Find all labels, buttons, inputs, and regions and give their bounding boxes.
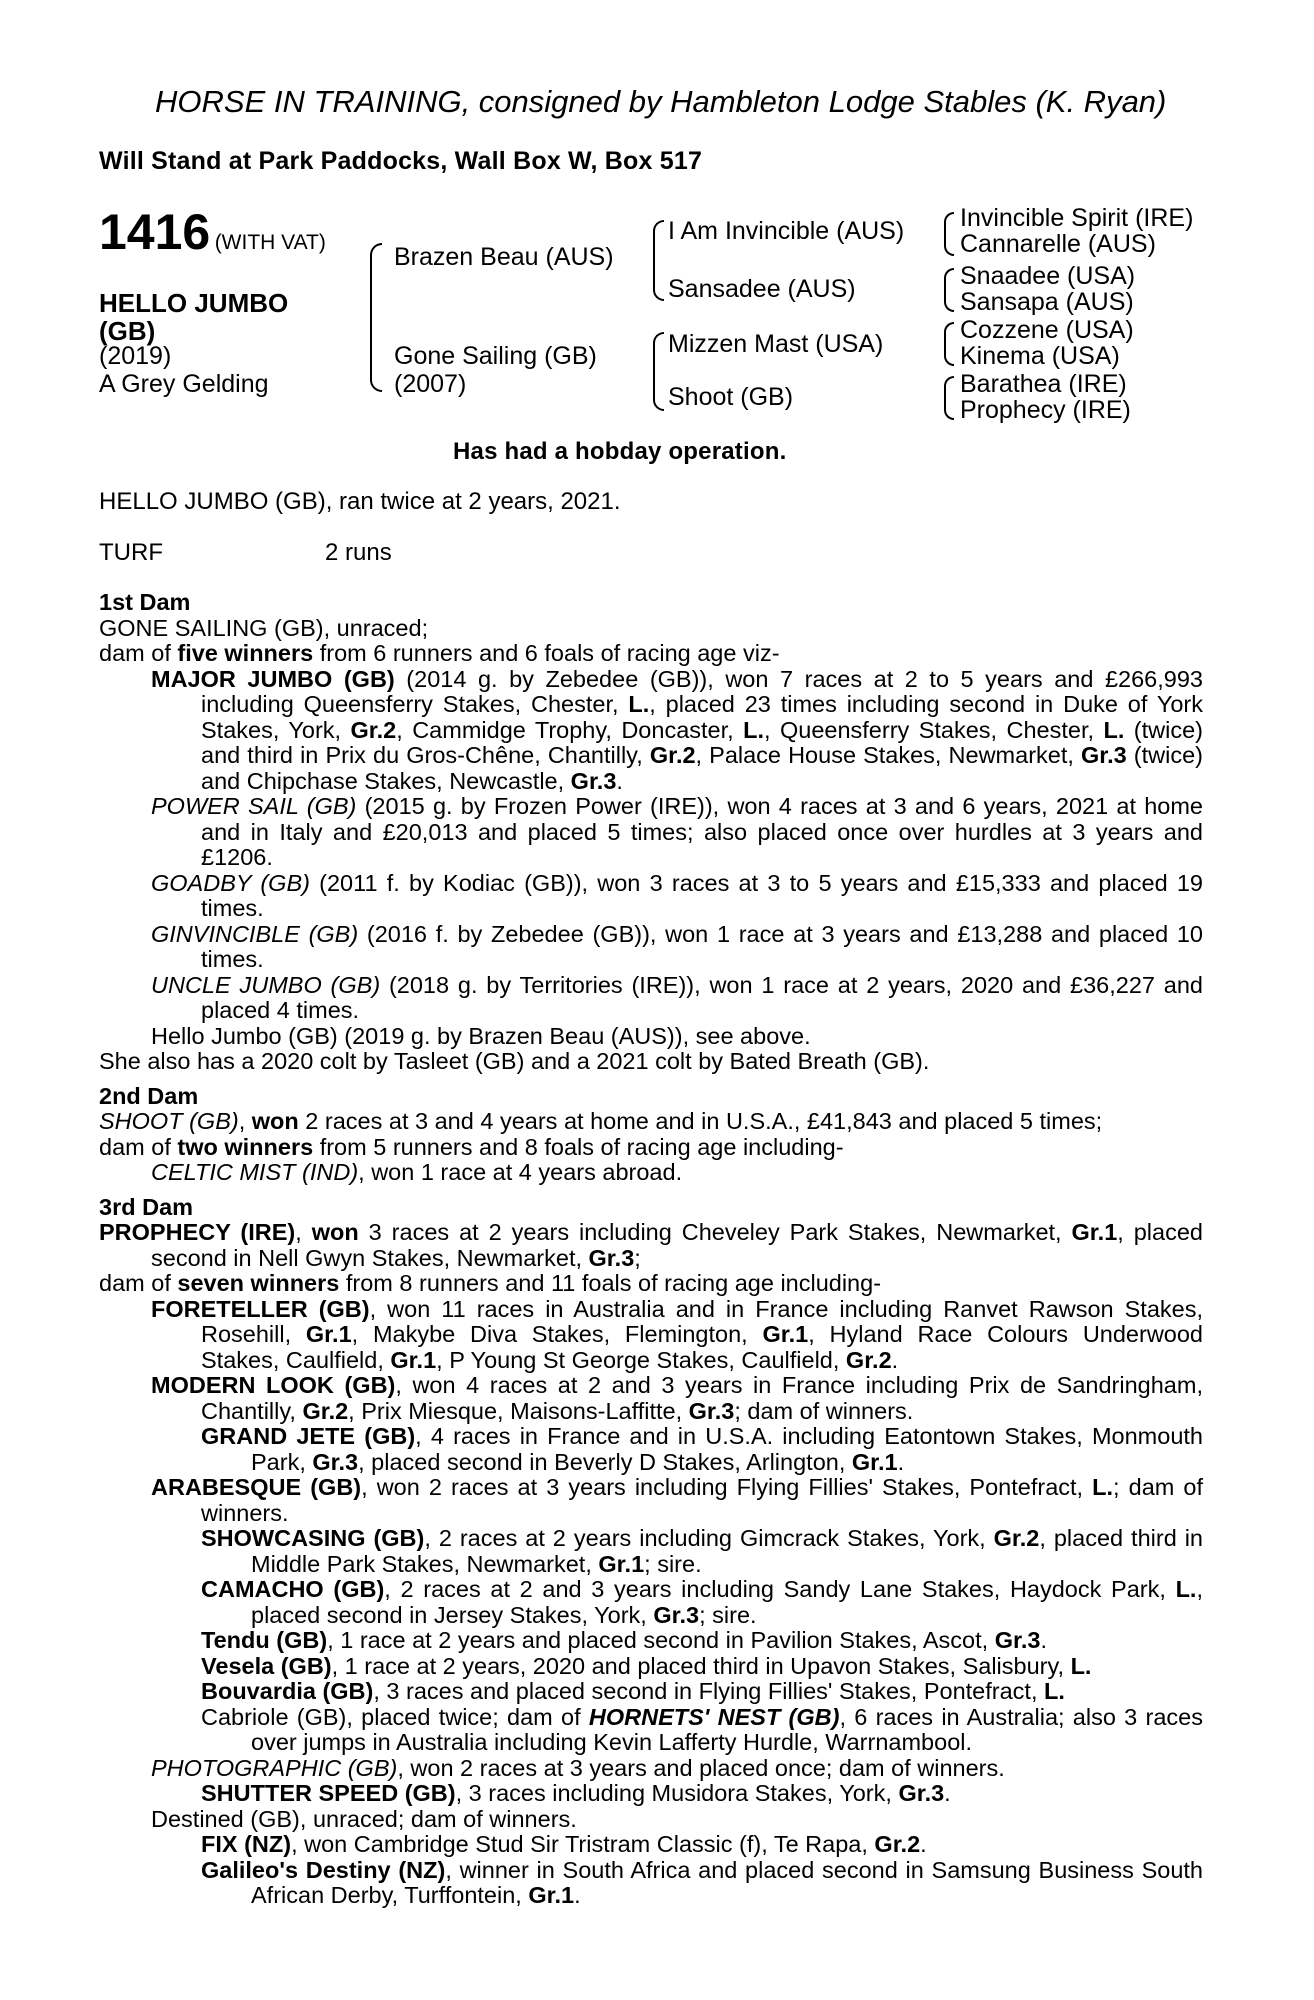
stand-location: Will Stand at Park Paddocks, Wall Box W, Box 517 — [99, 147, 703, 175]
list-item: Galileo's Destiny (NZ), winner in South Africa and placed second in Samsung Business South African Derby, Turffontein, Gr.1. — [201, 1856, 1203, 1908]
list-item: SHOWCASING (GB), 2 races at 2 years including Gimcrack Stakes, York, Gr.2, placed third in Middle Park Stakes, Newmarket, Gr.1; sire. — [201, 1525, 1203, 1577]
list-item: SHUTTER SPEED (GB), 3 races including Musidora Stakes, York, Gr.3. — [201, 1780, 951, 1806]
list-item: CELTIC MIST (IND), won 1 race at 4 years abroad. — [151, 1159, 683, 1185]
pedigree-ssd: Cannarelle (AUS) — [960, 230, 1156, 258]
pedigree-dam-dam: Shoot (GB) — [668, 383, 794, 411]
pedigree-dam-year: (2007) — [394, 370, 467, 398]
list-item: Hello Jumbo (GB) (2019 g. by Brazen Beau (AUS)), see above. — [151, 1022, 811, 1049]
horse-name-country: (GB) — [99, 316, 156, 346]
horse-year: (2019) — [99, 342, 172, 370]
pedigree-brace — [944, 268, 954, 312]
list-item: GOADBY (GB) (2011 f. by Kodiac (GB)), won 3 races at 3 to 5 years and £15,333 and placed 19 times. — [151, 869, 1203, 921]
lot-number: 1416 — [99, 204, 211, 260]
pedigree-dds: Barathea (IRE) — [960, 370, 1127, 398]
pedigree-sss: Invincible Spirit (IRE) — [960, 204, 1194, 232]
race-summary: HELLO JUMBO (GB), ran twice at 2 years, 2021. — [99, 488, 621, 515]
list-item: MODERN LOOK (GB), won 4 races at 2 and 3 years in France including Prix de Sandringham, Chantilly, Gr.2, Prix Miesque, Maisons-Laffitte, Gr.3; dam of winners. — [151, 1372, 1203, 1424]
pedigree-brace — [653, 332, 664, 411]
first-dam-line: GONE SAILING (GB), unraced; — [99, 614, 429, 641]
third-dam-produce: dam of seven winners from 8 runners and 11 foals of racing age including- — [99, 1270, 882, 1296]
pedigree-sire-sire: I Am Invincible (AUS) — [668, 217, 905, 245]
record-surface: TURF — [99, 539, 163, 566]
list-item: POWER SAIL (GB) (2015 g. by Frozen Power (IRE)), won 4 races at 3 and 6 years, 2021 at home and in Italy and £20,013 and placed 5 times; also placed once over hurdles at 3 years and £1206. — [151, 793, 1203, 870]
third-dam-line: PROPHECY (IRE), won 3 races at 2 years including Cheveley Park Stakes, Newmarket, Gr.1, placed second in Nell Gwyn Stakes, Newmarket, Gr.3; — [99, 1219, 1203, 1271]
list-item: Vesela (GB), 1 race at 2 years, 2020 and placed third in Upavon Stakes, Salisbury, L. — [201, 1652, 1092, 1679]
lot-block — [99, 203, 326, 261]
second-dam-heading: 2nd Dam — [99, 1082, 199, 1109]
list-item: Bouvardia (GB), 3 races and placed second in Flying Fillies' Stakes, Pontefract, L. — [201, 1678, 1065, 1704]
list-item: Destined (GB), unraced; dam of winners. — [151, 1805, 577, 1832]
second-dam-line: SHOOT (GB), won 2 races at 3 and 4 years at home and in U.S.A., £41,843 and placed 5 times; — [99, 1108, 1103, 1134]
pedigree-sire: Brazen Beau (AUS) — [394, 243, 614, 271]
hobday-note: Has had a hobday operation. — [453, 438, 787, 465]
first-dam-heading: 1st Dam — [99, 589, 191, 615]
pedigree-brace — [944, 376, 954, 420]
pedigree-sdd: Sansapa (AUS) — [960, 288, 1134, 316]
pedigree-brace — [944, 322, 954, 366]
vat-label: (WITH VAT) — [214, 231, 326, 254]
pedigree-dsd: Kinema (USA) — [960, 342, 1120, 370]
list-item: CAMACHO (GB), 2 races at 2 and 3 years including Sandy Lane Stakes, Haydock Park, L., placed second in Jersey Stakes, York, Gr.3; sire. — [201, 1576, 1203, 1628]
third-dam-heading: 3rd Dam — [99, 1193, 194, 1220]
list-item: FIX (NZ), won Cambridge Stud Sir Tristram Classic (f), Te Rapa, Gr.2. — [201, 1831, 927, 1857]
list-item: FORETELLER (GB), won 11 races in Australia and in France including Ranvet Rawson Stakes, Rosehill, Gr.1, Makybe Diva Stakes, Flemington, Gr.1, Hyland Race Colours Underwood Stakes, Caulfield, Gr.1, P Young St George Stakes, Caulfield, Gr.2. — [151, 1295, 1204, 1373]
pedigree-dam: Gone Sailing (GB) — [394, 342, 597, 370]
list-item: ARABESQUE (GB), won 2 races at 3 years including Flying Fillies' Stakes, Pontefract, L.; dam of winners. — [151, 1474, 1203, 1526]
list-item: GRAND JETE (GB), 4 races in France and in U.S.A. including Eatontown Stakes, Monmouth Park, Gr.3, placed second in Beverly D Stakes, Arlington, Gr.1. — [201, 1423, 1203, 1475]
first-dam-also: She also has a 2020 colt by Tasleet (GB) and a 2021 colt by Bated Breath (GB). — [99, 1048, 930, 1074]
list-item: Tendu (GB), 1 race at 2 years and placed second in Pavilion Stakes, Ascot, Gr.3. — [201, 1627, 1047, 1653]
pedigree-ddd: Prophecy (IRE) — [960, 396, 1131, 424]
pedigree-dam-sire: Mizzen Mast (USA) — [668, 330, 884, 358]
horse-name: HELLO JUMBO — [99, 288, 289, 318]
pedigree-sds: Snaadee (USA) — [960, 262, 1136, 290]
horse-description: A Grey Gelding — [99, 370, 269, 398]
catalogue-body — [99, 590, 1203, 1909]
list-item: UNCLE JUMBO (GB) (2018 g. by Territories (IRE)), won 1 race at 2 years, 2020 and £36,227 and placed 4 times. — [151, 971, 1203, 1023]
list-item: MAJOR JUMBO (GB) (2014 g. by Zebedee (GB)), won 7 races at 2 to 5 years and £266,993 including Queensferry Stakes, Chester, L., placed 23 times including second in Duke of York Stakes, York, Gr.2, Cammidge Trophy, Doncaster, L., Queensferry Stakes, Chester, L. (twice) and third in Prix du Gros-Chêne, Chantilly, Gr.2, Palace House Stakes, Newmarket, Gr.3 (twice) and Chipchase Stakes, Newcastle, Gr.3. — [151, 665, 1203, 794]
record-runs: 2 runs — [325, 539, 392, 566]
first-dam-produce: dam of five winners from 6 runners and 6 foals of racing age viz- — [99, 640, 780, 666]
page-title: HORSE IN TRAINING, consigned by Hambleton Lodge Stables (K. Ryan) — [155, 84, 1167, 119]
pedigree-sire-dam: Sansadee (AUS) — [668, 275, 856, 303]
list-item: Cabriole (GB), placed twice; dam of HORNETS' NEST (GB), 6 races in Australia; also 3 races over jumps in Australia including Kevin Lafferty Hurdle, Warrnambool. — [201, 1703, 1203, 1755]
pedigree-brace — [944, 212, 954, 256]
pedigree-brace — [653, 220, 664, 301]
list-item: PHOTOGRAPHIC (GB), won 2 races at 3 years and placed once; dam of winners. — [151, 1754, 1005, 1781]
pedigree-dss: Cozzene (USA) — [960, 316, 1134, 344]
pedigree-brace — [370, 243, 382, 392]
second-dam-produce: dam of two winners from 5 runners and 8 foals of racing age including- — [99, 1133, 844, 1160]
list-item: GINVINCIBLE (GB) (2016 f. by Zebedee (GB)), won 1 race at 3 years and £13,288 and placed 10 times. — [151, 920, 1203, 972]
